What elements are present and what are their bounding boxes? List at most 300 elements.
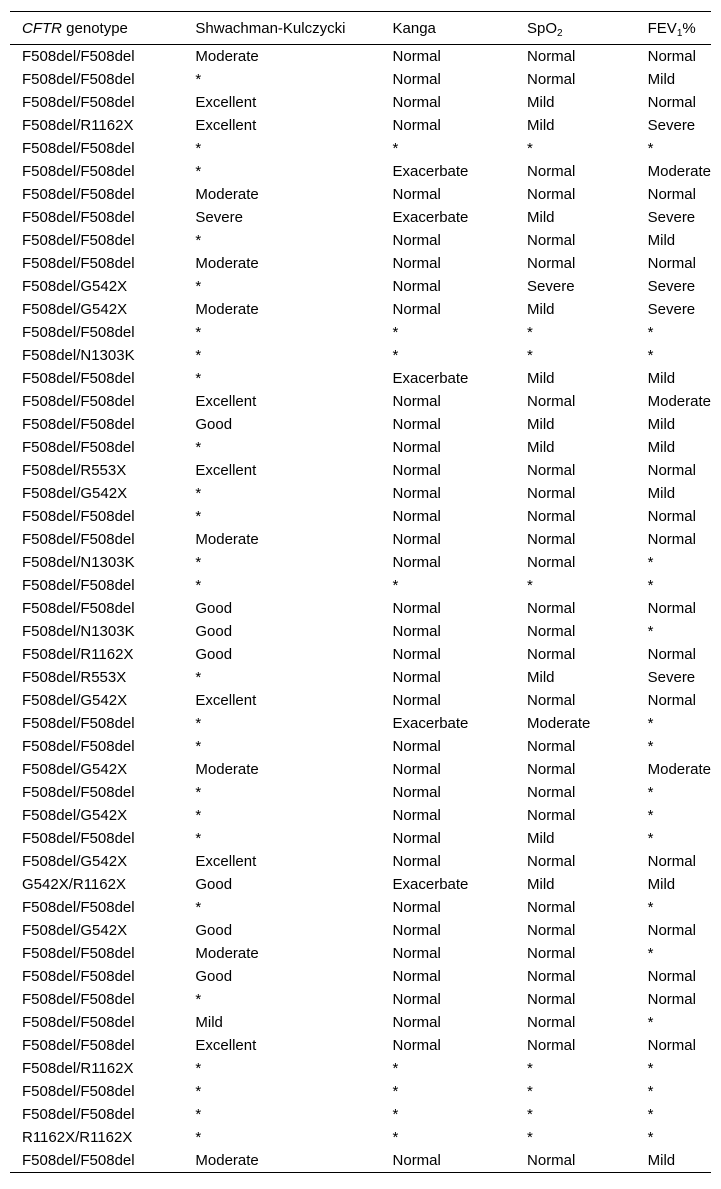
- shwachman-cell: Excellent: [195, 1037, 257, 1054]
- fev-cell: Mild: [647, 876, 676, 893]
- fev-cell: *: [647, 807, 654, 824]
- spo2-cell: Normal: [527, 1152, 576, 1169]
- spo2-cell: Normal: [527, 393, 576, 410]
- fev-cell: *: [647, 324, 654, 341]
- table-row: [10, 597, 711, 620]
- genotype-cell: F508del/F508del: [22, 968, 135, 985]
- table-row: [10, 528, 711, 551]
- shwachman-cell: Excellent: [195, 853, 257, 870]
- fev-cell: Severe: [647, 209, 696, 226]
- fev-cell: Moderate: [647, 393, 711, 410]
- table-row: [10, 1080, 711, 1103]
- spo2-cell: Mild: [527, 439, 555, 456]
- table-row: [10, 390, 711, 413]
- shwachman-cell: *: [195, 324, 202, 341]
- genotype-cell: F508del/G542X: [22, 922, 128, 939]
- fev-cell: Severe: [647, 301, 696, 318]
- fev-cell: Normal: [647, 922, 696, 939]
- kanga-cell: Normal: [392, 71, 441, 88]
- kanga-cell: Normal: [392, 646, 441, 663]
- fev-cell: Normal: [647, 968, 696, 985]
- spo2-cell: *: [527, 347, 533, 364]
- genotype-cell: F508del/F508del: [22, 71, 135, 88]
- kanga-cell: Normal: [392, 991, 441, 1008]
- header-fev-sub: 1: [676, 27, 683, 39]
- kanga-cell: Normal: [392, 830, 441, 847]
- fev-cell: Severe: [647, 117, 696, 134]
- fev-cell: Normal: [647, 853, 696, 870]
- header-genotype: [10, 12, 183, 45]
- genotype-cell: F508del/R553X: [22, 669, 127, 686]
- genotype-cell: F508del/F508del: [22, 738, 135, 755]
- fev-cell: Normal: [647, 462, 696, 479]
- fev-cell: Mild: [647, 1152, 676, 1169]
- kanga-cell: Normal: [392, 669, 441, 686]
- kanga-cell: Normal: [392, 784, 441, 801]
- kanga-cell: Normal: [392, 1014, 441, 1031]
- table-row: [10, 137, 711, 160]
- spo2-cell: Normal: [527, 163, 576, 180]
- spo2-cell: *: [527, 140, 533, 157]
- genotype-cell: F508del/F508del: [22, 48, 135, 65]
- shwachman-cell: Moderate: [195, 761, 259, 778]
- fev-cell: Normal: [647, 1037, 696, 1054]
- header-spo2: [515, 12, 636, 45]
- header-spo2-sub: 2: [557, 27, 563, 39]
- table-header: [10, 12, 711, 45]
- results-table: [10, 11, 711, 1173]
- kanga-cell: *: [392, 1083, 399, 1100]
- shwachman-cell: Good: [195, 600, 233, 617]
- fev-cell: Normal: [647, 531, 696, 548]
- spo2-cell: *: [527, 1129, 533, 1146]
- fev-cell: Normal: [647, 48, 696, 65]
- fev-cell: *: [647, 1060, 654, 1077]
- table-row: [10, 620, 711, 643]
- table-row: [10, 68, 711, 91]
- spo2-cell: Normal: [527, 807, 576, 824]
- genotype-cell: F508del/F508del: [22, 393, 135, 410]
- header-fev-main: FEV: [647, 19, 677, 37]
- spo2-cell: Normal: [527, 738, 576, 755]
- shwachman-cell: *: [195, 278, 202, 295]
- header-kanga: Kanga: [381, 12, 516, 45]
- genotype-cell: F508del/N1303K: [22, 623, 135, 640]
- genotype-cell: F508del/F508del: [22, 416, 135, 433]
- kanga-cell: Normal: [392, 1152, 441, 1169]
- genotype-cell: F508del/N1303K: [22, 347, 135, 364]
- fev-cell: *: [647, 899, 654, 916]
- kanga-cell: Normal: [392, 738, 441, 755]
- genotype-cell: F508del/F508del: [22, 209, 135, 226]
- fev-cell: *: [647, 554, 654, 571]
- kanga-cell: Normal: [392, 600, 441, 617]
- table-row: [10, 804, 711, 827]
- table-row: [10, 689, 711, 712]
- table-row: [10, 666, 711, 689]
- fev-cell: *: [647, 1129, 654, 1146]
- fev-cell: *: [647, 623, 654, 640]
- kanga-cell: Normal: [392, 255, 441, 272]
- kanga-cell: Exacerbate: [392, 163, 469, 180]
- table-row: [10, 735, 711, 758]
- table-row: [10, 321, 711, 344]
- spo2-cell: Normal: [527, 922, 576, 939]
- kanga-cell: Normal: [392, 393, 441, 410]
- spo2-cell: Normal: [527, 968, 576, 985]
- table-row: [10, 712, 711, 735]
- header-fev: [636, 12, 711, 45]
- spo2-cell: *: [527, 324, 533, 341]
- table-row: [10, 1057, 711, 1080]
- kanga-cell: Normal: [392, 968, 441, 985]
- shwachman-cell: Mild: [195, 1014, 223, 1031]
- genotype-cell: F508del/G542X: [22, 807, 128, 824]
- table-row: [10, 413, 711, 436]
- shwachman-cell: Good: [195, 968, 233, 985]
- shwachman-cell: Excellent: [195, 94, 257, 111]
- fev-cell: Normal: [647, 646, 696, 663]
- spo2-cell: Normal: [527, 255, 576, 272]
- table-row: [10, 988, 711, 1011]
- table-row: [10, 873, 711, 896]
- spo2-cell: Normal: [527, 646, 576, 663]
- table-row: [10, 275, 711, 298]
- fev-cell: *: [647, 1083, 654, 1100]
- fev-cell: Normal: [647, 94, 696, 111]
- genotype-cell: F508del/F508del: [22, 324, 135, 341]
- spo2-cell: Mild: [527, 669, 555, 686]
- fev-cell: Severe: [647, 669, 696, 686]
- genotype-cell: F508del/F508del: [22, 439, 135, 456]
- table-row: [10, 827, 711, 850]
- shwachman-cell: *: [195, 1106, 202, 1123]
- table-row: [10, 919, 711, 942]
- kanga-cell: Normal: [392, 301, 441, 318]
- results-table-container: [10, 11, 711, 1173]
- table-row: [10, 965, 711, 988]
- spo2-cell: *: [527, 1083, 533, 1100]
- kanga-cell: Exacerbate: [392, 876, 469, 893]
- fev-cell: *: [647, 715, 654, 732]
- genotype-cell: F508del/F508del: [22, 991, 135, 1008]
- genotype-cell: F508del/G542X: [22, 485, 128, 502]
- table-row: [10, 1126, 711, 1149]
- genotype-cell: F508del/F508del: [22, 1106, 135, 1123]
- fev-cell: Normal: [647, 508, 696, 525]
- genotype-cell: F508del/F508del: [22, 508, 135, 525]
- table-row: [10, 1034, 711, 1057]
- genotype-cell: F508del/F508del: [22, 899, 135, 916]
- spo2-cell: Mild: [527, 94, 555, 111]
- shwachman-cell: *: [195, 232, 202, 249]
- fev-cell: Mild: [647, 370, 676, 387]
- shwachman-cell: Moderate: [195, 48, 259, 65]
- fev-cell: Normal: [647, 255, 696, 272]
- kanga-cell: Normal: [392, 94, 441, 111]
- table-row: [10, 896, 711, 919]
- fev-cell: *: [647, 1106, 654, 1123]
- shwachman-cell: *: [195, 830, 202, 847]
- genotype-cell: F508del/F508del: [22, 1014, 135, 1031]
- shwachman-cell: *: [195, 1129, 202, 1146]
- shwachman-cell: *: [195, 508, 202, 525]
- kanga-cell: *: [392, 140, 399, 157]
- header-fev-suffix: %: [682, 19, 696, 37]
- kanga-cell: Normal: [392, 807, 441, 824]
- fev-cell: Moderate: [647, 761, 711, 778]
- kanga-cell: Normal: [392, 945, 441, 962]
- shwachman-cell: *: [195, 669, 202, 686]
- genotype-cell: F508del/F508del: [22, 94, 135, 111]
- table-row: [10, 229, 711, 252]
- table-row: [10, 574, 711, 597]
- fev-cell: Moderate: [647, 163, 711, 180]
- shwachman-cell: *: [195, 991, 202, 1008]
- spo2-cell: *: [527, 1106, 533, 1123]
- spo2-cell: Normal: [527, 48, 576, 65]
- shwachman-cell: *: [195, 784, 202, 801]
- spo2-cell: Mild: [527, 209, 555, 226]
- shwachman-cell: Severe: [195, 209, 243, 226]
- spo2-cell: Normal: [527, 554, 576, 571]
- shwachman-cell: *: [195, 347, 202, 364]
- fev-cell: Normal: [647, 186, 696, 203]
- table-row: [10, 1103, 711, 1126]
- shwachman-cell: Excellent: [195, 692, 257, 709]
- spo2-cell: Normal: [527, 991, 576, 1008]
- header-spo2-main: SpO: [527, 19, 558, 37]
- kanga-cell: *: [392, 1106, 399, 1123]
- shwachman-cell: *: [195, 1083, 202, 1100]
- fev-cell: *: [647, 784, 654, 801]
- fev-cell: Normal: [647, 600, 696, 617]
- genotype-cell: F508del/F508del: [22, 577, 135, 594]
- table-row: [10, 505, 711, 528]
- fev-cell: *: [647, 140, 654, 157]
- kanga-cell: *: [392, 1060, 399, 1077]
- genotype-cell: F508del/F508del: [22, 830, 135, 847]
- spo2-cell: Mild: [527, 416, 555, 433]
- genotype-cell: F508del/F508del: [22, 232, 135, 249]
- genotype-cell: F508del/G542X: [22, 761, 128, 778]
- shwachman-cell: *: [195, 807, 202, 824]
- shwachman-cell: Moderate: [195, 531, 259, 548]
- shwachman-cell: *: [195, 163, 202, 180]
- table-row: [10, 459, 711, 482]
- header-genotype-label: genotype: [62, 19, 128, 37]
- fev-cell: Normal: [647, 692, 696, 709]
- shwachman-cell: *: [195, 715, 202, 732]
- kanga-cell: Exacerbate: [392, 370, 469, 387]
- table-row: [10, 298, 711, 321]
- fev-cell: *: [647, 830, 654, 847]
- spo2-cell: Normal: [527, 692, 576, 709]
- table-body: [10, 45, 711, 1173]
- table-row: [10, 367, 711, 390]
- genotype-cell: F508del/F508del: [22, 163, 135, 180]
- table-row: [10, 45, 711, 69]
- spo2-cell: Normal: [527, 508, 576, 525]
- shwachman-cell: *: [195, 554, 202, 571]
- fev-cell: Severe: [647, 278, 696, 295]
- genotype-cell: F508del/F508del: [22, 600, 135, 617]
- genotype-cell: F508del/F508del: [22, 945, 135, 962]
- spo2-cell: *: [527, 577, 533, 594]
- spo2-cell: Mild: [527, 301, 555, 318]
- kanga-cell: Normal: [392, 899, 441, 916]
- kanga-cell: Exacerbate: [392, 715, 469, 732]
- table-row: [10, 183, 711, 206]
- spo2-cell: *: [527, 1060, 533, 1077]
- header-shwachman: Shwachman-Kulczycki: [183, 12, 380, 45]
- shwachman-cell: Good: [195, 646, 233, 663]
- shwachman-cell: Excellent: [195, 117, 257, 134]
- spo2-cell: Mild: [527, 370, 555, 387]
- table-row: [10, 781, 711, 804]
- table-row: [10, 252, 711, 275]
- genotype-cell: F508del/F508del: [22, 370, 135, 387]
- shwachman-cell: Moderate: [195, 186, 259, 203]
- shwachman-cell: *: [195, 485, 202, 502]
- table-row: [10, 206, 711, 229]
- spo2-cell: Severe: [527, 278, 575, 295]
- shwachman-cell: *: [195, 1060, 202, 1077]
- fev-cell: Mild: [647, 439, 676, 456]
- shwachman-cell: *: [195, 370, 202, 387]
- kanga-cell: Normal: [392, 278, 441, 295]
- spo2-cell: Normal: [527, 186, 576, 203]
- shwachman-cell: *: [195, 738, 202, 755]
- shwachman-cell: Moderate: [195, 255, 259, 272]
- spo2-cell: Normal: [527, 462, 576, 479]
- genotype-cell: F508del/F508del: [22, 531, 135, 548]
- spo2-cell: Normal: [527, 485, 576, 502]
- kanga-cell: Normal: [392, 853, 441, 870]
- table-row: [10, 850, 711, 873]
- fev-cell: *: [647, 577, 654, 594]
- genotype-cell: F508del/N1303K: [22, 554, 135, 571]
- table-row: [10, 942, 711, 965]
- spo2-cell: Normal: [527, 232, 576, 249]
- table-row: [10, 91, 711, 114]
- shwachman-cell: *: [195, 439, 202, 456]
- table-row: [10, 551, 711, 574]
- kanga-cell: Normal: [392, 485, 441, 502]
- genotype-cell: F508del/R1162X: [22, 646, 134, 663]
- shwachman-cell: Good: [195, 623, 233, 640]
- shwachman-cell: *: [195, 577, 202, 594]
- shwachman-cell: Good: [195, 416, 233, 433]
- spo2-cell: Normal: [527, 1037, 576, 1054]
- header-row: [10, 12, 711, 45]
- spo2-cell: Normal: [527, 761, 576, 778]
- table-row: [10, 1011, 711, 1034]
- genotype-cell: F508del/F508del: [22, 1083, 135, 1100]
- genotype-cell: F508del/G542X: [22, 692, 128, 709]
- fev-cell: Normal: [647, 991, 696, 1008]
- shwachman-cell: Good: [195, 922, 233, 939]
- genotype-cell: F508del/F508del: [22, 255, 135, 272]
- genotype-cell: F508del/R553X: [22, 462, 127, 479]
- shwachman-cell: Excellent: [195, 462, 257, 479]
- shwachman-cell: Moderate: [195, 301, 259, 318]
- fev-cell: Mild: [647, 416, 676, 433]
- table-row: [10, 1149, 711, 1173]
- table-row: [10, 344, 711, 367]
- genotype-cell: F508del/F508del: [22, 784, 135, 801]
- genotype-cell: R1162X/R1162X: [22, 1129, 133, 1146]
- genotype-cell: F508del/G542X: [22, 301, 128, 318]
- fev-cell: Mild: [647, 485, 676, 502]
- kanga-cell: Normal: [392, 1037, 441, 1054]
- table-row: [10, 436, 711, 459]
- kanga-cell: Normal: [392, 416, 441, 433]
- header-genotype-gene: CFTR: [22, 19, 62, 37]
- shwachman-cell: *: [195, 899, 202, 916]
- genotype-cell: F508del/F508del: [22, 186, 135, 203]
- spo2-cell: Normal: [527, 623, 576, 640]
- shwachman-cell: *: [195, 71, 202, 88]
- shwachman-cell: Excellent: [195, 393, 257, 410]
- kanga-cell: Normal: [392, 623, 441, 640]
- kanga-cell: Normal: [392, 462, 441, 479]
- table-row: [10, 643, 711, 666]
- spo2-cell: Mild: [527, 876, 555, 893]
- spo2-cell: Normal: [527, 1014, 576, 1031]
- genotype-cell: F508del/F508del: [22, 1037, 135, 1054]
- fev-cell: Mild: [647, 232, 676, 249]
- genotype-cell: F508del/F508del: [22, 715, 135, 732]
- spo2-cell: Normal: [527, 945, 576, 962]
- table-row: [10, 114, 711, 137]
- kanga-cell: Normal: [392, 508, 441, 525]
- genotype-cell: F508del/R1162X: [22, 1060, 134, 1077]
- kanga-cell: Normal: [392, 48, 441, 65]
- kanga-cell: Normal: [392, 692, 441, 709]
- genotype-cell: F508del/R1162X: [22, 117, 134, 134]
- shwachman-cell: Moderate: [195, 1152, 259, 1169]
- spo2-cell: Normal: [527, 784, 576, 801]
- spo2-cell: Moderate: [527, 715, 591, 732]
- spo2-cell: Normal: [527, 899, 576, 916]
- kanga-cell: Normal: [392, 761, 441, 778]
- spo2-cell: Mild: [527, 117, 555, 134]
- genotype-cell: F508del/F508del: [22, 140, 135, 157]
- shwachman-cell: *: [195, 140, 202, 157]
- kanga-cell: Normal: [392, 117, 441, 134]
- fev-cell: *: [647, 347, 654, 364]
- shwachman-cell: Moderate: [195, 945, 259, 962]
- kanga-cell: *: [392, 577, 399, 594]
- spo2-cell: Mild: [527, 830, 555, 847]
- genotype-cell: F508del/G542X: [22, 853, 128, 870]
- kanga-cell: Exacerbate: [392, 209, 469, 226]
- spo2-cell: Normal: [527, 531, 576, 548]
- kanga-cell: *: [392, 324, 399, 341]
- fev-cell: *: [647, 945, 654, 962]
- fev-cell: *: [647, 738, 654, 755]
- table-row: [10, 482, 711, 505]
- kanga-cell: Normal: [392, 439, 441, 456]
- genotype-cell: F508del/G542X: [22, 278, 128, 295]
- kanga-cell: *: [392, 1129, 399, 1146]
- shwachman-cell: Good: [195, 876, 233, 893]
- genotype-cell: F508del/F508del: [22, 1152, 135, 1169]
- kanga-cell: Normal: [392, 232, 441, 249]
- spo2-cell: Normal: [527, 600, 576, 617]
- table-row: [10, 758, 711, 781]
